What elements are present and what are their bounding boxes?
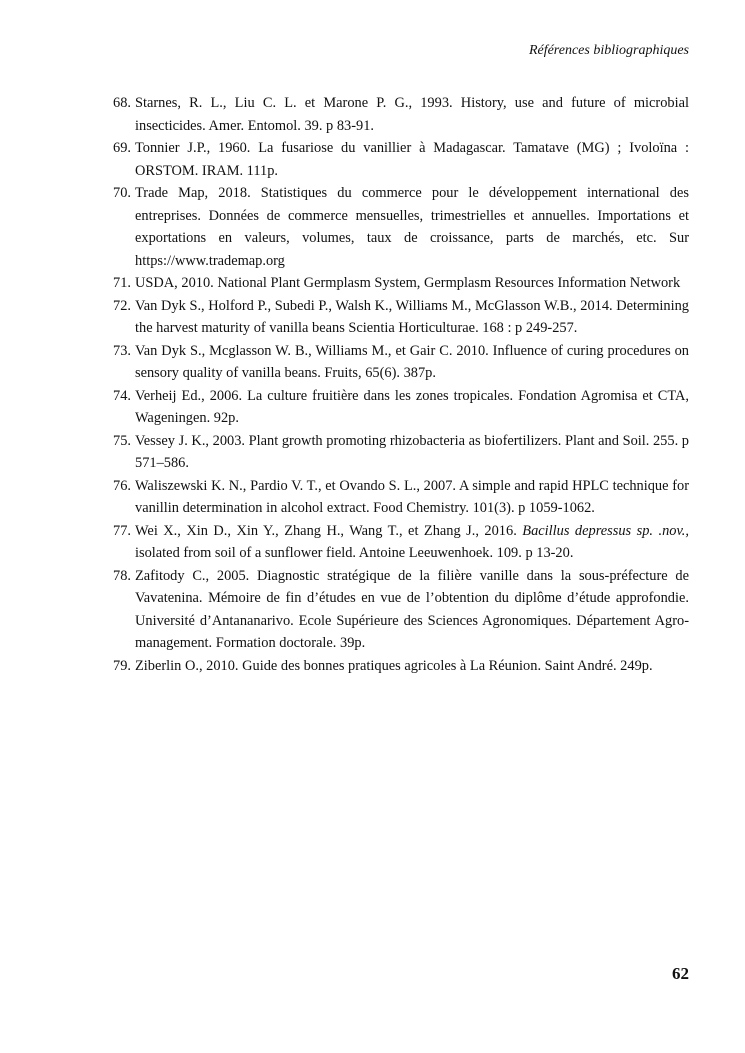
reference-item [113,475,689,520]
reference-number: 76. [113,477,131,494]
reference-item [113,182,689,272]
reference-item [113,655,689,678]
reference-number: 68. [113,95,131,111]
reference-text: Van Dyk S., Mcglasson W. B., Williams M., et Gair C. 2010. Influence of curing procedures on sensory quality of vanilla beans. Fruits, 65(6). 387p. [135,342,689,381]
reference-number: 75. [113,432,131,449]
reference-item [113,430,689,475]
reference-item [113,92,689,137]
reference-number: 70. [113,185,131,201]
reference-number: 79. [113,657,131,674]
reference-number: 71. [113,275,131,291]
reference-list [113,92,689,677]
reference-text: Ziberlin O., 2010. Guide des bonnes pratiques agricoles à La Réunion. Saint André. 249p. [135,657,653,674]
running-header: Références bibliographiques [528,43,689,58]
reference-item [113,272,689,295]
reference-number: 69. [113,140,131,156]
reference-text: Waliszewski K. N., Pardio V. T., et Ovando S. L., 2007. A simple and rapid HPLC technique for vanillin determination in alcohol extract. Food Chemistry. 101(3). p 1059-1062. [135,477,689,516]
reference-item [113,520,689,565]
reference-item [113,340,689,385]
reference-number: 72. [113,297,131,314]
reference-text: Starnes, R. L., Liu C. L. et Marone P. G., 1993. History, use and future of microbial insecticides. Amer. Entomol. 39. p 83-91. [135,95,689,134]
reference-item [113,565,689,655]
reference-number: 74. [113,387,131,404]
page-number: 62 [672,964,689,983]
reference-item [113,137,689,182]
reference-text: Van Dyk S., Holford P., Subedi P., Walsh K., Williams M., McGlasson W.B., 2014. Determining the harvest maturity of vanilla beans Scientia Horticulturae. 168 : p 249-257. [135,297,689,336]
reference-text: Vessey J. K., 2003. Plant growth promoting rhizobacteria as biofertilizers. Plant and Soil. 255. p 571–586. [135,432,689,471]
reference-text: Zafitody C., 2005. Diagnostic stratégique de la filière vanille dans la sous-préfecture de Vavatenina. Mémoire de fin d’études en vue de l’obtention du diplôme d’étude approfondie. Université d’Antananarivo. Ecole Supérieure des Sciences Agronomiques. Département Agro-management. Formation doctorale. 39p. [135,567,689,651]
reference-text: isolated from soil of a sunflower field. Antoine Leeuwenhoek. 109. p 13-20. [135,545,574,561]
reference-text: Wei X., Xin D., Xin Y., Zhang H., Wang T., et Zhang J., 2016. [135,522,523,539]
reference-text: Tonnier J.P., 1960. La fusariose du vanillier à Madagascar. Tamatave (MG) ; Ivoloïna : ORSTOM. IRAM. 111p. [135,140,689,179]
species-name: Bacillus depressus sp. .nov., [522,522,689,539]
reference-text: Trade Map, 2018. Statistiques du commerce pour le développement international des entreprises. Données de commerce mensuelles, trimestrielles et annuelles. Importations et exportations en valeurs, volumes, taux de croissance, parts de marchés, etc. Sur https://www.trademap.org [135,185,689,269]
reference-text: Verheij Ed., 2006. La culture fruitière dans les zones tropicales. Fondation Agromisa et CTA, Wageningen. 92p. [135,387,689,426]
reference-item [113,295,689,340]
reference-number: 77. [113,522,131,539]
reference-number: 73. [113,342,131,359]
reference-item [113,385,689,430]
reference-number: 78. [113,567,131,584]
reference-text: USDA, 2010. National Plant Germplasm System, Germplasm Resources Information Network [135,275,681,291]
